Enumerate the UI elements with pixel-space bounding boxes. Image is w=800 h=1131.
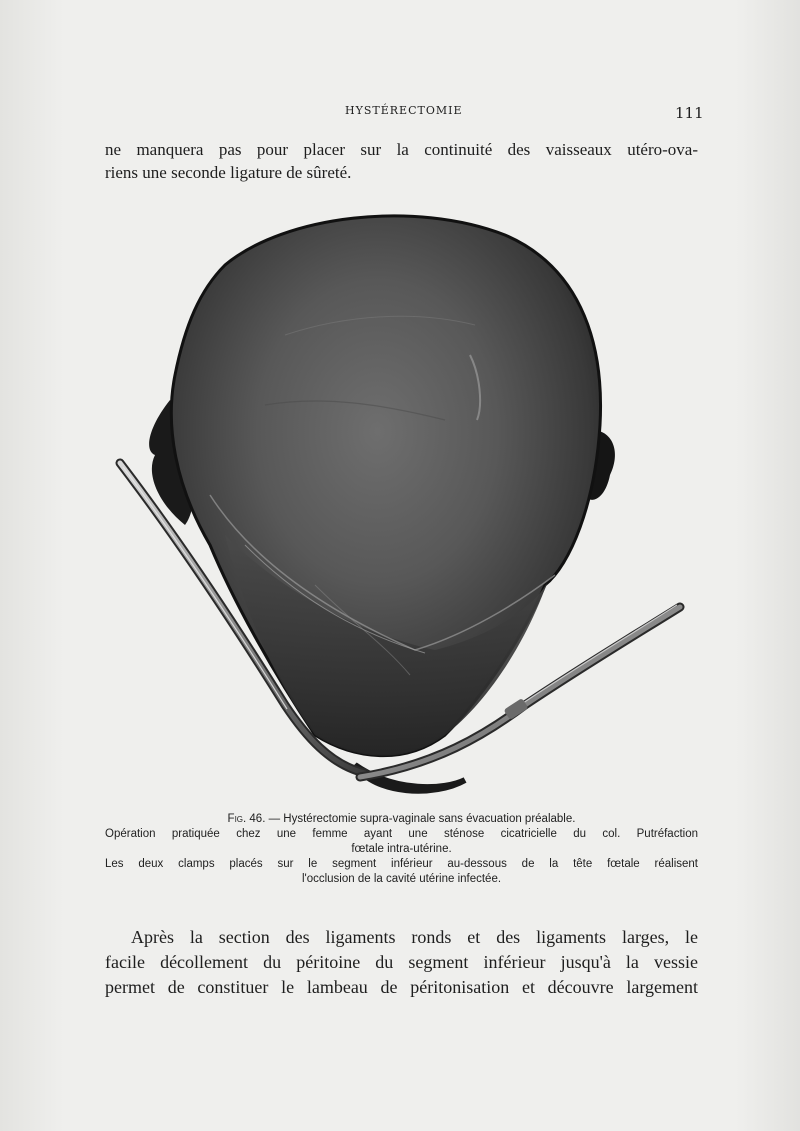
page-number: 111: [675, 104, 704, 122]
paragraph-line: Après la section des ligaments ronds et des ligaments larges, le: [131, 927, 698, 947]
paragraph-line: ne manquera pas pour placer sur la continuité des vaisseaux utéro-ova-: [105, 140, 698, 159]
caption-title-line: [105, 812, 698, 827]
caption-title: — Hystérectomie supra-vaginale sans évacuation préalable.: [268, 813, 576, 825]
running-title: HYSTÉRECTOMIE: [345, 104, 463, 117]
caption-line: Opération pratiquée chez une femme ayant une sténose cicatricielle du col. Putréfaction: [105, 828, 698, 840]
paragraph-line: facile décollement du péritoine du segment inférieur jusqu'à la vessie: [105, 952, 698, 972]
paragraph-line: permet de constituer le lambeau de péritonisation et découvre largement: [105, 977, 698, 997]
top-paragraph: [105, 138, 698, 184]
figure-caption: [105, 812, 698, 887]
figure-photograph: [115, 205, 695, 800]
caption-line: Les deux clamps placés sur le segment inférieur au-dessous de la tête fœtale réalisent: [105, 858, 698, 870]
uterus-specimen-image: [115, 205, 695, 800]
caption-line: l'occlusion de la cavité utérine infectée.: [301, 873, 502, 885]
paragraph-line: riens une seconde ligature de sûreté.: [105, 163, 352, 182]
bottom-paragraph: [105, 925, 698, 1000]
caption-line: fœtale intra-utérine.: [351, 843, 452, 855]
figure-label: Fig. 46.: [227, 813, 266, 825]
